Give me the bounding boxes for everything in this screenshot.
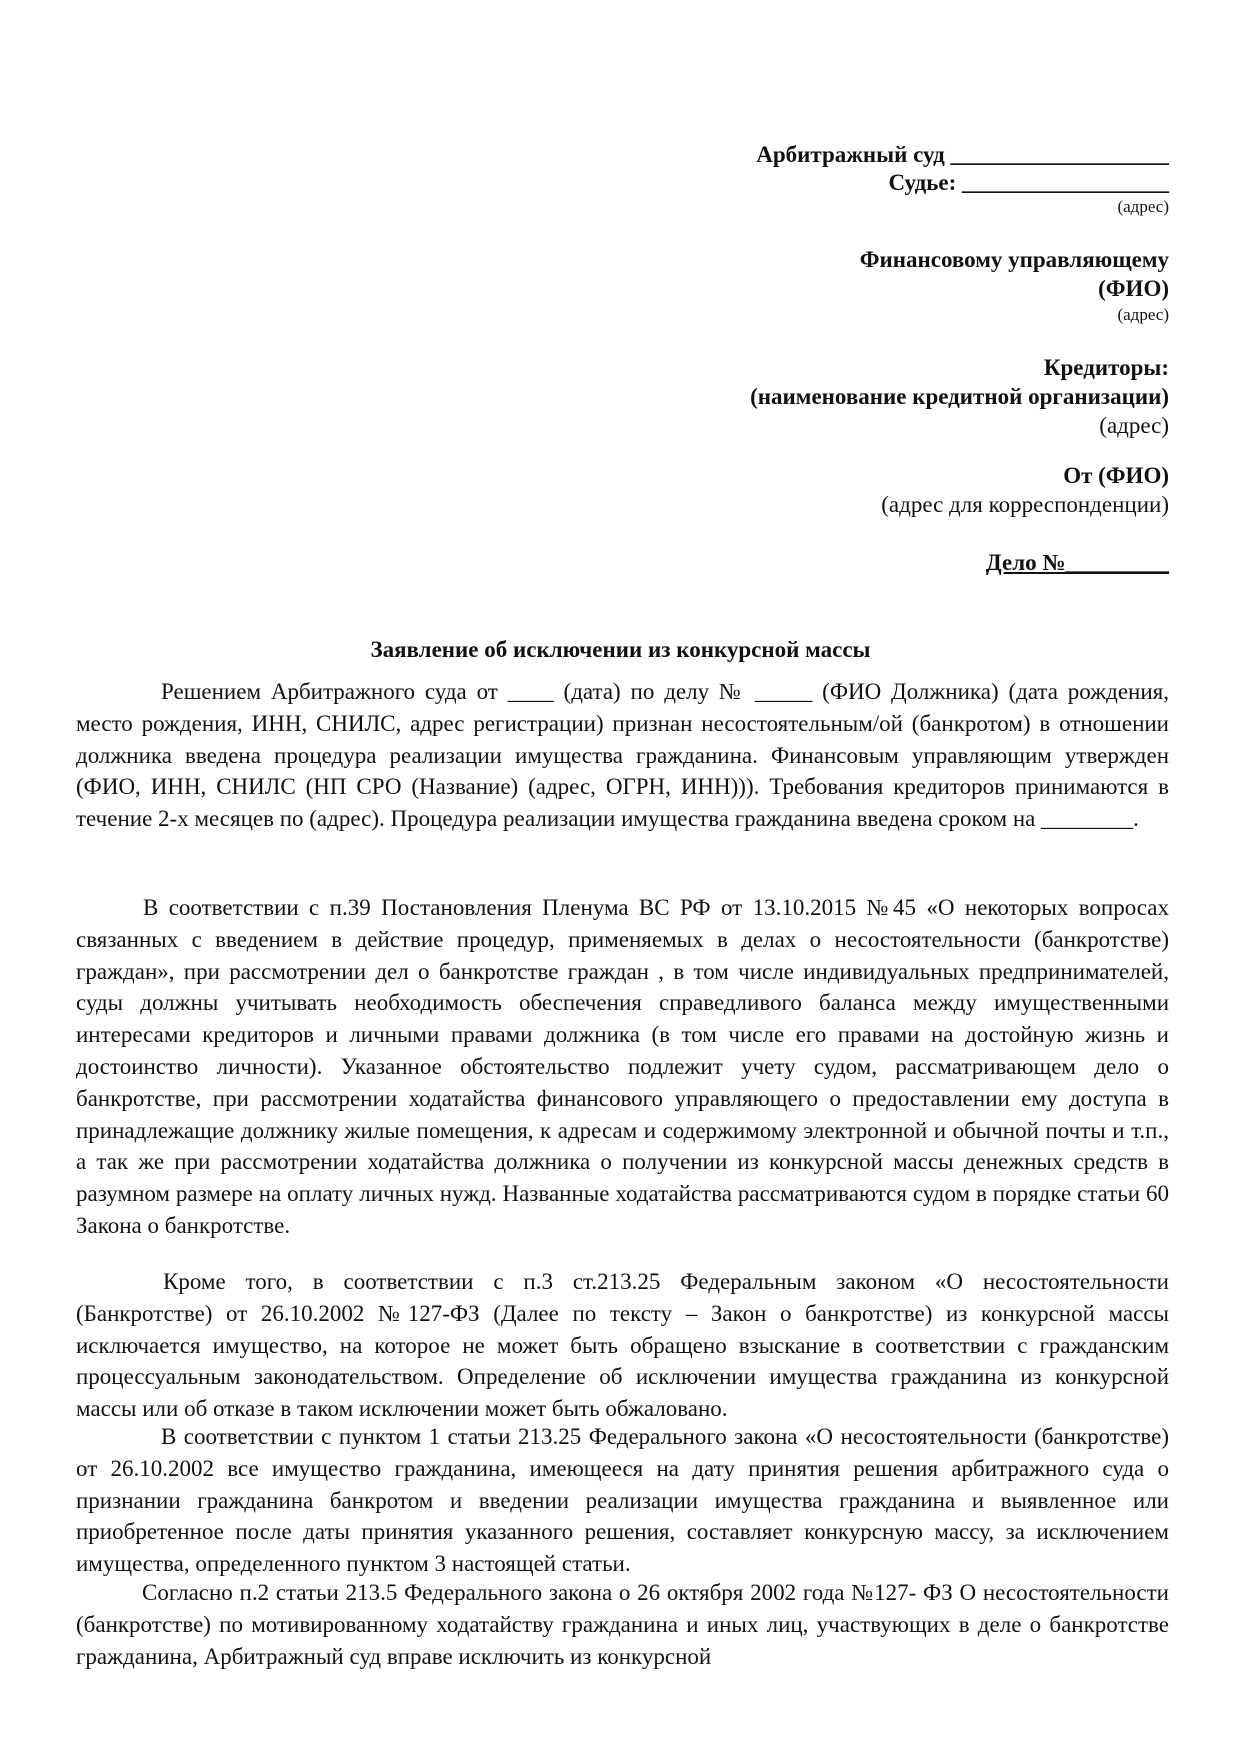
from-line: От (ФИО) [1063,463,1169,488]
creditors-org: (наименование кредитной организации) [750,384,1169,409]
paragraph-2: В соответствии с п.39 Постановления Пленума ВС РФ от 13.10.2015 №45 «О некоторых вопросах связанных с введением в действие процедур, применяемых в делах о несостоятельности (банкротстве) граждан», при рассмотрении дел о банкротстве граждан , в том числе индивидуальных предпринимателей, суды должны учитывать необходимость обеспечения справедливого баланса между имущественными интересами кредиторов и личными правами должника (в том числе его правами на достойную жизнь и достоинство личности). Указанное обстоятельство подлежит учету судом, рассматривающем дело о банкротстве, при рассмотрении ходатайства финансового управляющего о предоставлении ему доступа в принадлежащие должнику жилые помещения, к адресам и содержимому электронной и обычной почты и т.п., а так же при рассмотрении ходатайства должника о получении из конкурсной массы денежных средств в разумном размере на оплату личных нужд. Названные ходатайства рассматриваются судом в порядке статьи 60 Закона о банкротстве. [76,895,1169,1238]
paragraph-1: Решением Арбитражного суда от ____ (дата) по делу № _____ (ФИО Должника) (дата рождения, место рождения, ИНН, СНИЛС, адрес регистрации) признан несостоятельным/ой (банкротом) в отношении должника введена процедура реализации имущества гражданина. Финансовым управляющим утвержден (ФИО, ИНН, СНИЛС (НП СРО (Название) (адрес, ОГРН, ИНН))). Требования кредиторов принимаются в течение 2-х месяцев по (адрес). Процедура реализации имущества гражданина введена сроком на ________. [76,679,1169,832]
creditors-label: Кредиторы: [1043,355,1169,380]
fin-manager-name: (ФИО) [1098,276,1169,301]
court-line: Арбитражный суд ___________________ [756,142,1169,167]
from-address: (адрес для корреспонденции) [881,492,1169,517]
case-number: Дело №_________ [985,550,1169,575]
fin-manager-line: Финансовому управляющему [859,247,1169,272]
creditors-address: (адрес) [1099,413,1169,438]
judge-line: Судье: __________________ [888,170,1169,195]
paragraph-5: Согласно п.2 статьи 213.5 Федерального закона о 26 октября 2002 года №127- ФЗ О несостоятельности (банкротстве) по мотивированному ходатайству гражданина и иных лиц, участвующих в деле о банкротстве гражданина, Арбитражный суд вправе исключить из конкурсной [76,1580,1169,1669]
document-title: Заявление об исключении из конкурсной массы [370,637,871,662]
fin-manager-address: (адрес) [1117,305,1169,324]
judge-address: (адрес) [1117,197,1169,216]
paragraph-3: Кроме того, в соответствии с п.3 ст.213.25 Федеральным законом «О несостоятельности (Банкротстве) от 26.10.2002 №127-ФЗ (Далее по тексту – Закон о банкротстве) из конкурсной массы исключается имущество, на которое не может быть обращено взыскание в соответствии с гражданским процессуальным законодательством. Определение об исключении имущества гражданина из конкурсной массы или об отказе в таком исключении может быть обжаловано. [76,1269,1169,1422]
paragraph-4: В соответствии с пунктом 1 статьи 213.25 Федерального закона «О несостоятельности (банкротстве) от 26.10.2002 все имущество гражданина, имеющееся на дату принятия решения арбитражного суда о признании гражданина банкротом и введении реализации имущества гражданина и выявленное или приобретенное после даты принятия указанного решения, составляет конкурсную массу, за исключением имущества, определенного пунктом 3 настоящей статьи. [76,1424,1169,1577]
